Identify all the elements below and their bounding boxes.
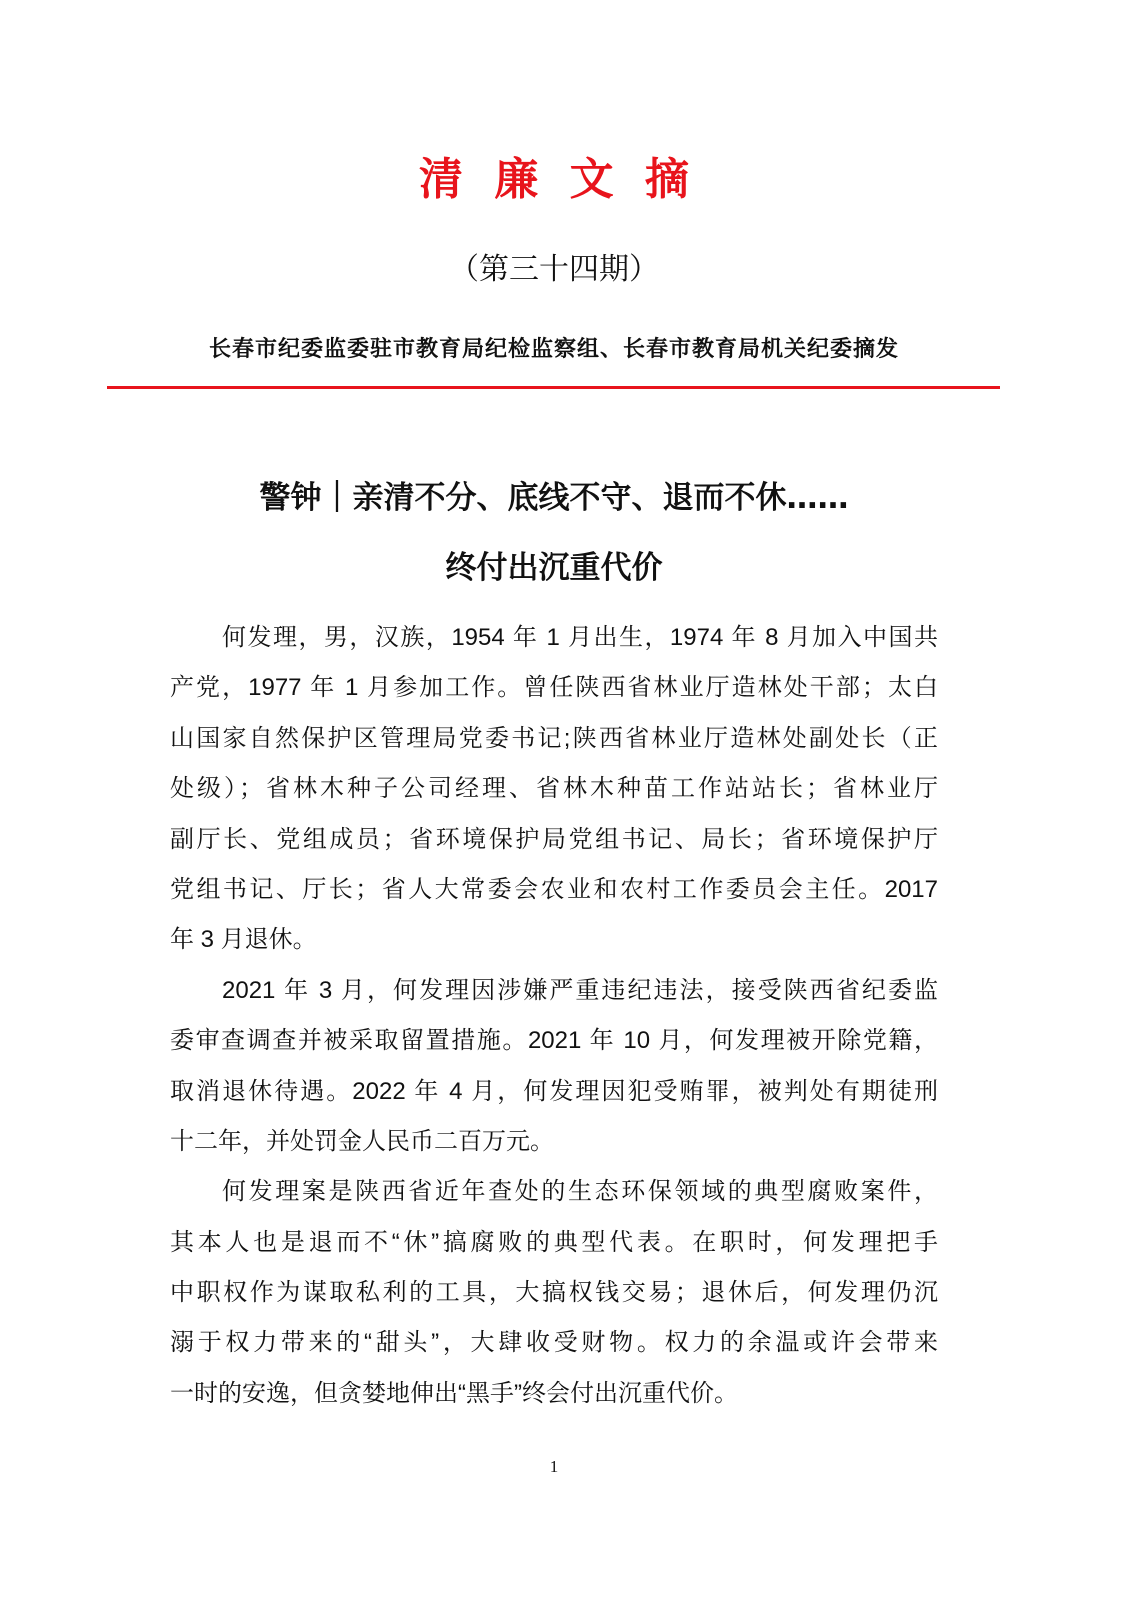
body-line: 产党，1977 年 1 月参加工作。曾任陕西省林业厅造林处干部；太白: [170, 674, 938, 702]
body-line: 何发理，男，汉族，1954 年 1 月出生，1974 年 8 月加入中国共: [222, 624, 938, 651]
body-line: 2021 年 3 月，何发理因涉嫌严重违纪违法，接受陕西省纪委监: [222, 976, 938, 1004]
body-line: 山国家自然保护区管理局党委书记;陕西省林业厅造林处副处长（正: [170, 724, 938, 752]
article-title-line-1: 警钟｜亲清不分、底线不守、退而不休……: [259, 480, 849, 516]
body-line: 取消退休待遇。2022 年 4 月，何发理因犯受贿罪，被判处有期徒刑: [170, 1077, 938, 1105]
header-divider: [107, 386, 1000, 389]
body-line: 溺于权力带来的“甜头”，大肆收受财物。权力的余温或许会带来: [170, 1329, 938, 1357]
body-line: 其本人也是退而不“休”搞腐败的典型代表。在职时，何发理把手: [170, 1228, 938, 1256]
body-line: 委审查调查并被采取留置措施。2021 年 10 月，何发理被开除党籍，: [170, 1027, 938, 1055]
body-line: 年 3 月退休。: [170, 926, 317, 954]
paragraph: [170, 1167, 938, 1419]
body-line: 何发理案是陕西省近年查处的生态环保领域的典型腐败案件，: [222, 1178, 938, 1206]
body-line: 党组书记、厅长；省人大常委会农业和农村工作委员会主任。2017: [170, 875, 938, 903]
publisher-line: 长春市纪委监委驻市教育局纪检监察组、长春市教育局机关纪委摘发: [208, 336, 899, 361]
body-line: 副厅长、党组成员；省环境保护局党组书记、局长；省环境保护厅: [170, 825, 938, 853]
body-line: 处级）；省林木种子公司经理、省林木种苗工作站站长；省林业厅: [170, 775, 938, 803]
publication-title: 清 廉 文 摘: [419, 154, 697, 205]
page-number: 1: [549, 1457, 559, 1476]
paragraph: [170, 613, 938, 966]
article-title-line-2: 终付出沉重代价: [445, 550, 663, 586]
body-line: 中职权作为谋取私利的工具，大搞权钱交易；退休后，何发理仍沉: [170, 1279, 938, 1307]
paragraph: [170, 966, 938, 1168]
body-line: 一时的安逸，但贪婪地伸出“黑手”终会付出沉重代价。: [170, 1379, 738, 1407]
article-body: [170, 613, 938, 1419]
issue-number: （第三十四期）: [449, 252, 659, 287]
body-line: 十二年，并处罚金人民币二百万元。: [170, 1127, 554, 1155]
